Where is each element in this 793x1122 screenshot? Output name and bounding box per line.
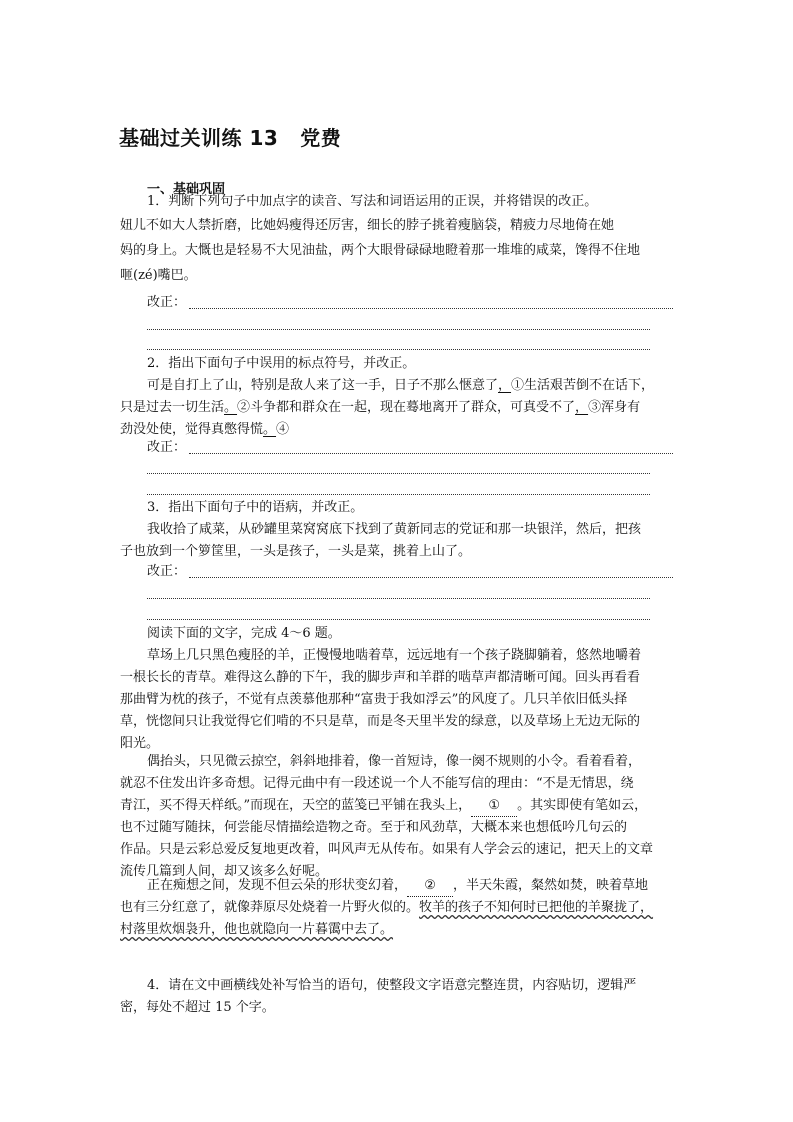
reading-para1-line: 阳光。 — [120, 736, 160, 751]
q2-answer-line-2[interactable] — [147, 473, 650, 474]
reading-text: 正在痴想之间，发现不但云朵的形状变幻着， — [147, 878, 408, 893]
reading-para2-line: 也不过随写随抹，何尝能尽情描绘造物之奇。至于和风劲草，大概本来也想低吟几句云的 — [120, 820, 628, 835]
q3-answer-line-2[interactable] — [147, 598, 650, 599]
reading-para1-line: 草，恍惚间只让我觉得它们啃的不只是草，而是冬天里半发的绿意，以及草场上无边无际的 — [120, 714, 641, 729]
q3-passage-line-2: 子也放到一个箩筐里，一头是孩子，一头是菜，挑着上山了。 — [120, 544, 472, 559]
q2-mark: 。 — [263, 422, 277, 437]
reading-para1-line: 草场上几只黑色瘦胫的羊，正慢慢地啮着草，远远地有一个孩子跷脚躺着，悠然地嚼着 — [147, 648, 642, 663]
blank-1[interactable]: ① — [471, 796, 517, 817]
blank-2[interactable]: ② — [407, 876, 453, 897]
q1-passage-line-1: 妞儿不如大人禁折磨，比她妈瘦得还厉害，细长的脖子挑着瘦脑袋，精疲力尽地倚在她 — [120, 218, 615, 233]
reading-para2-line: 偶抬头，只见微云掠空，斜斜地排着，像一首短诗，像一阕不规则的小令。看着看着， — [147, 754, 642, 769]
reading-para3-line — [147, 876, 648, 897]
reading-text: 也有三分红意了，就像莽原尽处烧着一片野火似的。 — [120, 900, 420, 915]
q2-passage-line-2 — [120, 398, 640, 418]
q3-answer-label: 改正： — [147, 564, 187, 579]
reading-para2-line — [120, 796, 647, 817]
reading-para3-line — [120, 920, 393, 940]
q4-prompt-line-2: 密，每处不超过 15 个字。 — [120, 1000, 275, 1015]
q1-answer-line-2[interactable] — [147, 329, 650, 330]
q1-answer-line-1[interactable] — [189, 308, 673, 309]
q2-text: ③浑身有 — [588, 400, 641, 415]
title-sub: 党费 — [300, 126, 342, 150]
q2-text: 劲没处使，觉得真憋得慌 — [120, 422, 264, 437]
q2-answer-line-1[interactable] — [189, 453, 673, 454]
q1-answer-label: 改正： — [147, 295, 187, 310]
reading-text: 。其实即使有笔如云， — [517, 798, 648, 813]
section-heading: 一、基础巩固 — [147, 182, 226, 197]
q3-prompt: 3．指出下面句子中的语病，并改正。 — [147, 500, 364, 515]
q2-answer-label: 改正： — [147, 440, 187, 455]
reading-text: 青江，买不得天样纸。”而现在，天空的蓝笺已平铺在我头上， — [120, 798, 472, 813]
q1-passage-line-2: 妈的身上。大慨也是轻易不大见油盐，两个大眼骨碌碌地瞪着那一堆堆的咸菜，馋得不住地 — [120, 243, 641, 258]
reading-para2-line: 作品。只是云彩总爱反复地更改着，叫风声无从传布。如果有人学会云的速记，把天上的文章 — [120, 842, 654, 857]
reading-para2-line: 就忍不住发出许多奇想。记得元曲中有一段述说一个人不能写信的理由：“不是无情思，绕 — [120, 776, 634, 791]
q3-passage-line-1: 我收拾了咸菜，从砂罐里菜窝窝底下找到了黄新同志的党证和那一块银洋，然后，把孩 — [147, 522, 642, 537]
q1-answer-line-3[interactable] — [147, 349, 650, 350]
q2-text: 只是过去一切生活 — [120, 400, 225, 415]
q2-mark: ， — [575, 400, 589, 415]
q2-answer-line-3[interactable] — [147, 494, 650, 495]
q2-text: ①生活艰苦倒不在话下， — [511, 378, 655, 393]
reading-para2-line: 流传几篇到人间，却又该多么好呢。 — [120, 864, 329, 879]
reading-para1-line: 那曲臂为枕的孩子，不觉有点羡慕他那种“富贵于我如浮云”的风度了。几只羊依旧低头择 — [120, 692, 628, 707]
q2-passage-line-1 — [147, 376, 654, 396]
q3-answer-line-1[interactable] — [189, 577, 673, 578]
reading-para3-line — [120, 898, 653, 918]
q2-text: ④ — [276, 422, 290, 437]
wavy-underlined-text: 村落里炊烟袅升，他也就隐向一片暮霭中去了。 — [120, 922, 394, 937]
q2-mark: 。 — [224, 400, 238, 415]
q4-prompt-line-1: 4．请在文中画横线处补写恰当的语句，使整段文字语意完整连贯，内容贴切，逻辑严 — [147, 978, 637, 993]
wavy-underlined-text: 牧羊的孩子不知何时已把他的羊聚拢了， — [419, 900, 654, 915]
q2-prompt: 2．指出下面句子中误用的标点符号，并改正。 — [147, 356, 416, 371]
q2-text: ②斗争都和群众在一起，现在蓦地离开了群众，可真受不了 — [237, 400, 576, 415]
q1-passage-line-3: 咂(zé)嘴巴。 — [120, 268, 197, 283]
page-title — [119, 122, 341, 151]
q2-text: 可是自打上了山，特别是敌人来了这一手，日子不那么惬意了 — [147, 378, 499, 393]
reading-para1-line: 一根长长的青草。难得这么静的下午，我的脚步声和羊群的啮草声都清晰可闻。回头再看看 — [120, 670, 641, 685]
title-main: 基础过关训练 13 — [119, 126, 279, 150]
q2-mark: ， — [498, 378, 512, 393]
q2-passage-line-3 — [120, 420, 289, 440]
reading-intro: 阅读下面的文字，完成 4～6 题。 — [147, 626, 341, 641]
q1-prompt: 1．判断下列句子中加点字的读音、写法和词语运用的正误，并将错误的改正。 — [147, 194, 598, 209]
reading-text: ，半天朱霞，粲然如焚，映着草地 — [453, 878, 649, 893]
q3-answer-line-3[interactable] — [147, 619, 650, 620]
